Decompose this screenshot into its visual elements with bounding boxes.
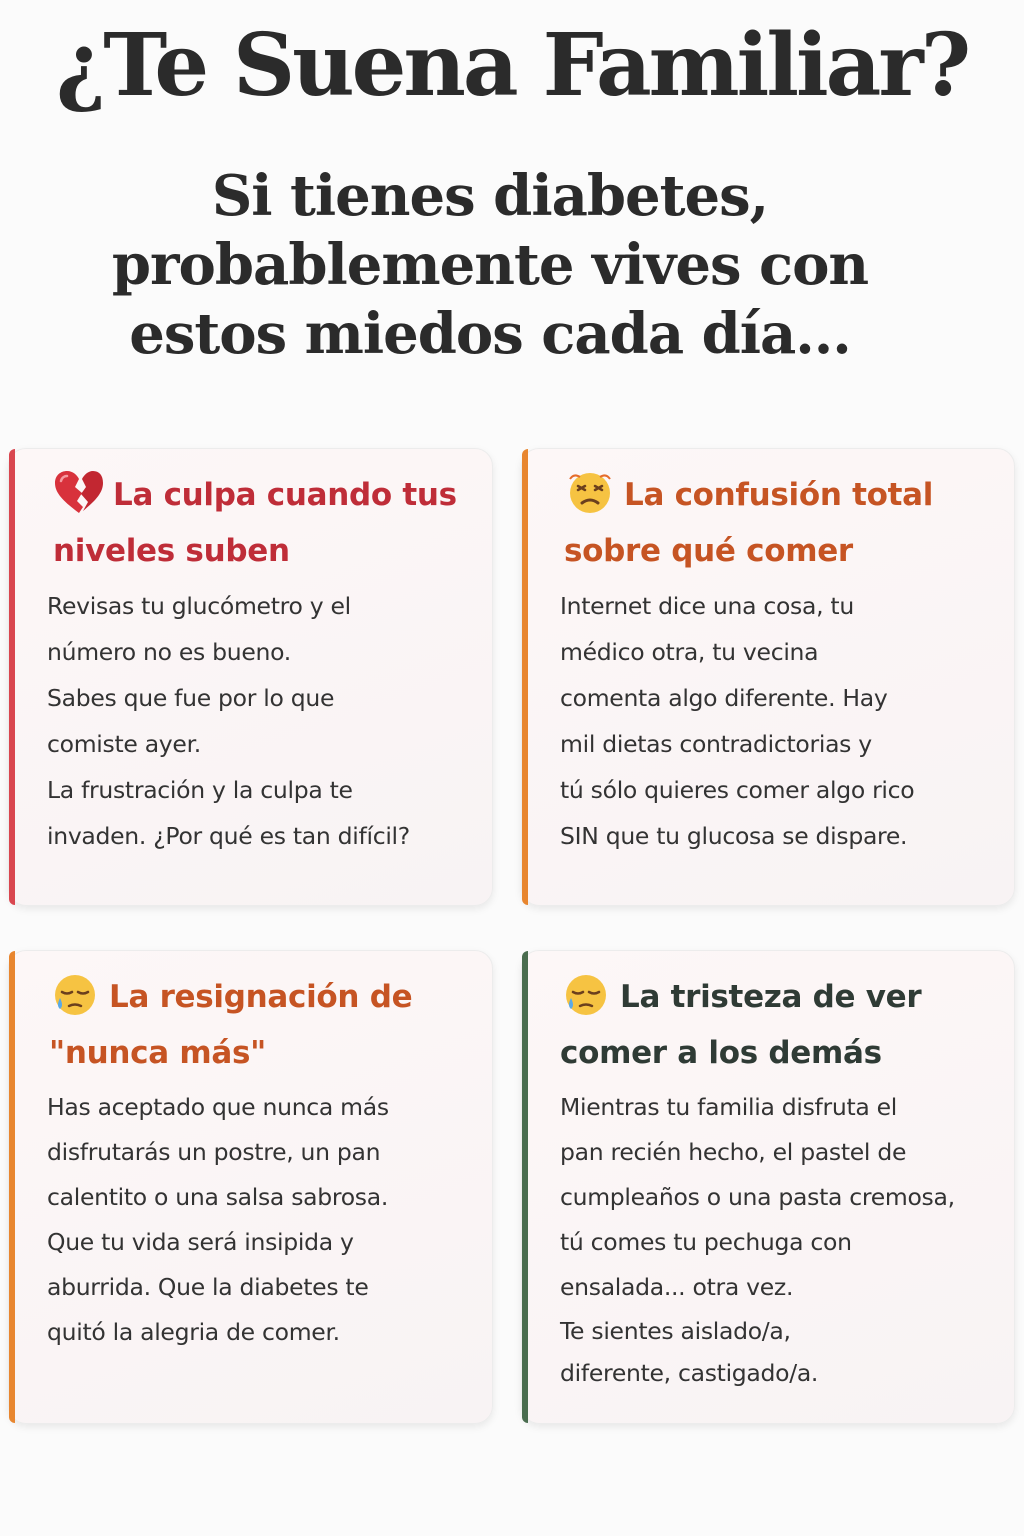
body-line: Revisas tu glucómetro y el [47,592,351,620]
card-accent-bar [522,449,528,905]
body-line: Internet dice una cosa, tu [560,592,854,620]
broken-heart-icon [53,469,105,515]
card-title: La tristeza de ver comer a los demás [560,969,994,1081]
body-line: diferente, castigado/a. [560,1359,819,1387]
page-subtitle [40,162,940,369]
body-line: comiste ayer. [47,730,201,758]
card-resignation [8,950,493,1424]
body-line: mil dietas contradictorias y [560,730,872,758]
subtitle-line: estos miedos cada día... [129,301,851,367]
card-guilt [8,448,493,906]
card-accent-bar [9,449,15,905]
body-line: ensalada... otra vez. [560,1273,794,1301]
card-body [560,1085,994,1394]
card-sadness [521,950,1015,1424]
subtitle-line: probablemente vives con [111,232,869,298]
body-line: Mientras tu familia disfruta el [560,1093,898,1121]
subtitle-line: Si tienes diabetes, [211,163,769,229]
crying-face-icon [49,971,101,1017]
body-line: Sabes que fue por lo que [47,684,335,712]
body-line: SIN que tu glucosa se dispare. [560,822,908,850]
body-line: pan recién hecho, el pastel de [560,1138,907,1166]
body-line: médico otra, tu vecina [560,638,819,666]
body-line: Has aceptado que nunca más [47,1093,389,1121]
card-title: La culpa cuando tus niveles suben [47,467,472,579]
card-body [560,583,994,859]
body-line: aburrida. Que la diabetes te [47,1273,369,1301]
card-title: La resignación de "nunca más" [47,969,472,1081]
card-accent-bar [9,951,15,1423]
body-line: disfrutarás un postre, un pan [47,1138,381,1166]
confused-face-icon [564,469,616,515]
body-line: calentito o una salsa sabrosa. [47,1183,388,1211]
body-line: Te sientes aislado/a, [560,1317,791,1345]
body-line: invaden. ¿Por qué es tan difícil? [47,822,410,850]
card-confusion [521,448,1015,906]
body-line: comenta algo diferente. Hay [560,684,888,712]
body-line: Que tu vida será insipida y [47,1228,354,1256]
page-title: ¿Te Suena Familiar? [55,15,969,116]
body-line: quitó la alegria de comer. [47,1318,340,1346]
body-line: cumpleaños o una pasta cremosa, [560,1183,955,1211]
sad-face-icon [560,971,612,1017]
body-line: tú comes tu pechuga con [560,1228,852,1256]
body-line: La frustración y la culpa te [47,776,353,804]
body-line: número no es bueno. [47,638,291,666]
body-line: tú sólo quieres comer algo rico [560,776,915,804]
card-body [47,1085,472,1355]
card-accent-bar [522,951,528,1423]
card-title: La confusión total sobre qué comer [560,467,994,579]
card-body [47,583,472,859]
